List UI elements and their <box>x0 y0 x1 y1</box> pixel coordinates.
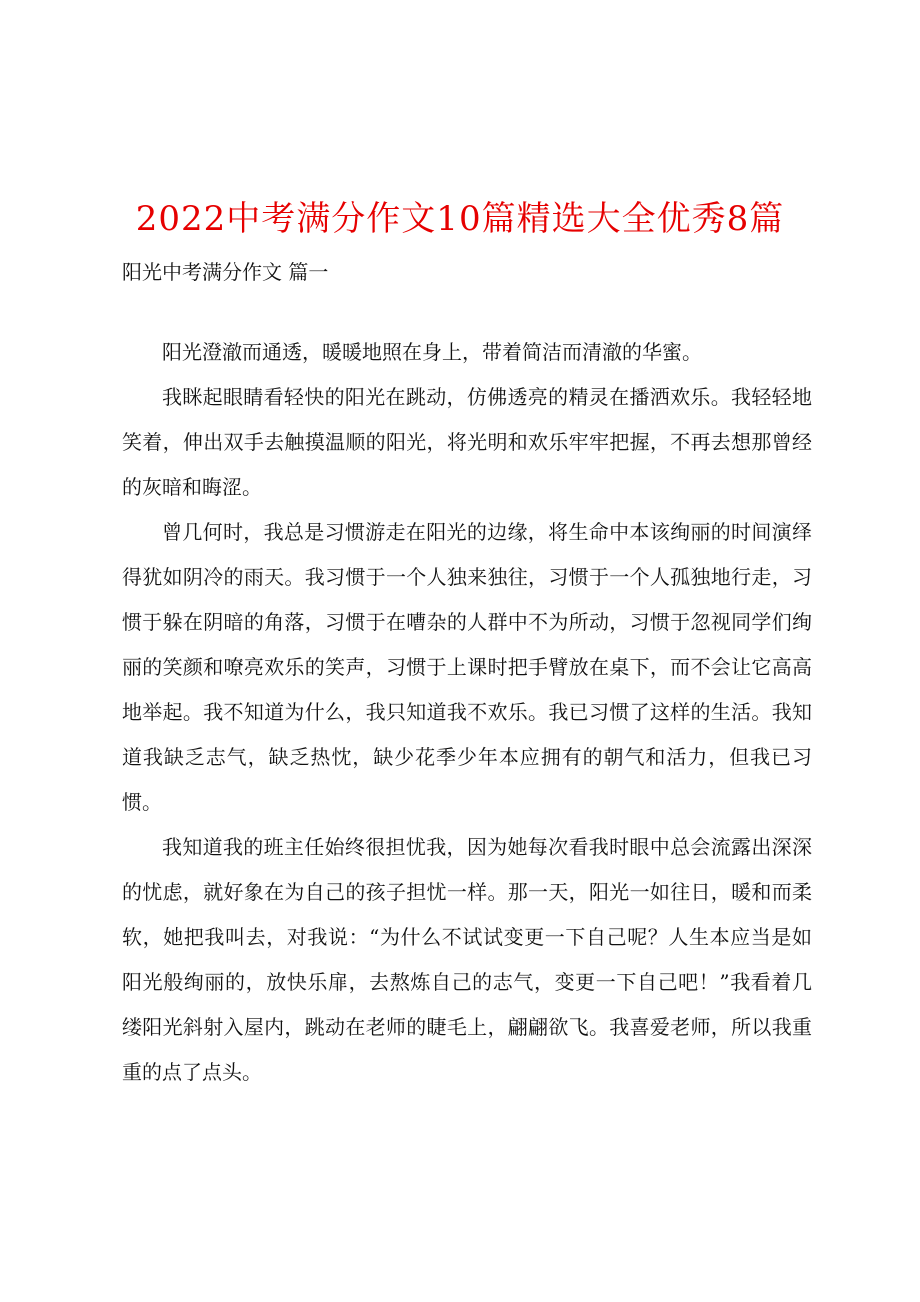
paragraph: 我知道我的班主任始终很担忧我，因为她每次看我时眼中总会流露出深深的忧虑，就好象在为自己的孩子担忧一样。那一天，阳光一如往日，暖和而柔软，她把我叫去，对我说：“为什么不试试变更一下自己呢？人生本应当是如阳光般绚丽的，放快乐扉，去熬炼自己的志气，变更一下自己吧！”我看着几缕阳光斜射入屋内，跳动在老师的睫毛上，翩翩欲飞。我喜爱老师，所以我重重的点了点头。 <box>122 835 812 1084</box>
paragraph: 阳光澄澈而通透，暖暖地照在身上，带着简洁而清澈的华蜜。 <box>162 340 702 364</box>
document-body <box>122 330 812 1095</box>
paragraph: 我眯起眼睛看轻快的阳光在跳动，仿佛透亮的精灵在播洒欢乐。我轻轻地笑着，伸出双手去触摸温顺的阳光，将光明和欢乐牢牢把握，不再去想那曾经的灰暗和晦涩。 <box>122 385 812 499</box>
paragraph: 曾几何时，我总是习惯游走在阳光的边缘，将生命中本该绚丽的时间演绎得犹如阴冷的雨天。我习惯于一个人独来独往，习惯于一个人孤独地行走，习惯于躲在阴暗的角落，习惯于在嘈杂的人群中不为所动，习惯于忽视同学们绚丽的笑颜和嘹亮欢乐的笑声，习惯于上课时把手臂放在桌下，而不会让它高高地举起。我不知道为什么，我只知道我不欢乐。我已习惯了这样的生活。我知道我缺乏志气，缺乏热忱，缺少花季少年本应拥有的朝气和活力，但我已习惯。 <box>122 520 812 814</box>
document-title: 2022中考满分作文10篇精选大全优秀8篇 <box>135 199 785 239</box>
section-heading: 阳光中考满分作文 篇一 <box>122 260 329 284</box>
